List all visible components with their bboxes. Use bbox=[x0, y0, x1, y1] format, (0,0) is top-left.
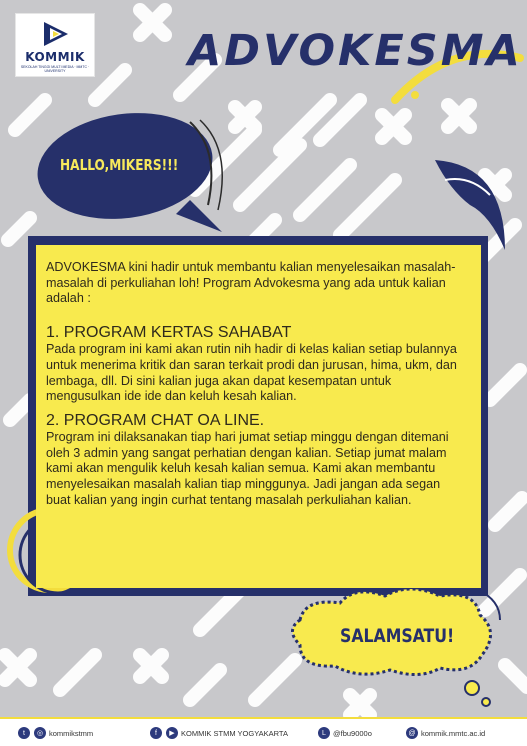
line-handle: @fbu9000o bbox=[333, 728, 372, 738]
kommik-logo-mark-icon bbox=[40, 18, 72, 50]
cloud-text: SALAMSATU! bbox=[340, 625, 455, 647]
program-1-heading: 1. PROGRAM KERTAS SAHABAT bbox=[46, 324, 292, 342]
intro-paragraph: ADVOKESMA kini hadir untuk membantu kalian menyelesaikan masalah-masalah di perkuliahan loh! Program Advokesma yang ada untuk kalian adalah : bbox=[46, 260, 456, 306]
instagram-handle: kommikstmm bbox=[49, 728, 94, 738]
youtube-icon: ▶ bbox=[166, 727, 178, 739]
footer-line[interactable] bbox=[318, 726, 372, 740]
footer-facebook[interactable] bbox=[150, 726, 165, 740]
program-1-text: Pada program ini kami akan rutin nih hadir di kelas kalian setiap bulannya untuk menerima kritik dan saran terkait prodi dan jurusan, hima, ukm, dan lembaga, dll. Di sini kalian juga akan dapat kesempatan untuk mengusulkan ide ide dan keluh kesah kalian. bbox=[46, 342, 457, 404]
twitter-icon: t bbox=[18, 727, 30, 739]
footer-twitter[interactable] bbox=[18, 726, 33, 740]
program-2-text: Program ini dilaksanakan tiap hari jumat setiap minggu dengan ditemani oleh 3 admin yang sangat perhatian dengan kalian. Setiap jumat malam kami akan mengulik keluh kesah kalian semua. Kami akan membantu menyelesaikan masalah kalian tiap minggunya. Jadi jangan ada segan buat kalian yang ingin curhat tentang masalah perkuliahan kalian. bbox=[46, 429, 449, 507]
logo-name: KOMMIK bbox=[25, 50, 85, 64]
footer-instagram[interactable] bbox=[34, 726, 93, 740]
website-handle: kommik.mmtc.ac.id bbox=[421, 728, 486, 738]
footer bbox=[0, 717, 527, 746]
logo-tagline: SEKOLAH TINGGI MULTI MEDIA · MMTC · UNIVERSITY bbox=[20, 65, 90, 73]
instagram-icon: ◎ bbox=[34, 727, 46, 739]
youtube-handle: KOMMIK STMM YOGYAKARTA bbox=[181, 728, 288, 738]
program-2-heading: 2. PROGRAM CHAT OA LINE. bbox=[46, 411, 265, 429]
line-icon: L bbox=[318, 727, 330, 739]
web-icon: @ bbox=[406, 727, 418, 739]
page-title: ADVOKESMA bbox=[188, 26, 523, 76]
footer-website[interactable] bbox=[406, 726, 485, 740]
facebook-icon: f bbox=[150, 727, 162, 739]
footer-youtube[interactable] bbox=[166, 726, 288, 740]
kommik-logo bbox=[16, 14, 94, 76]
hello-bubble-text: HALLO,MIKERS!!! bbox=[60, 156, 179, 174]
content-text bbox=[46, 260, 466, 508]
